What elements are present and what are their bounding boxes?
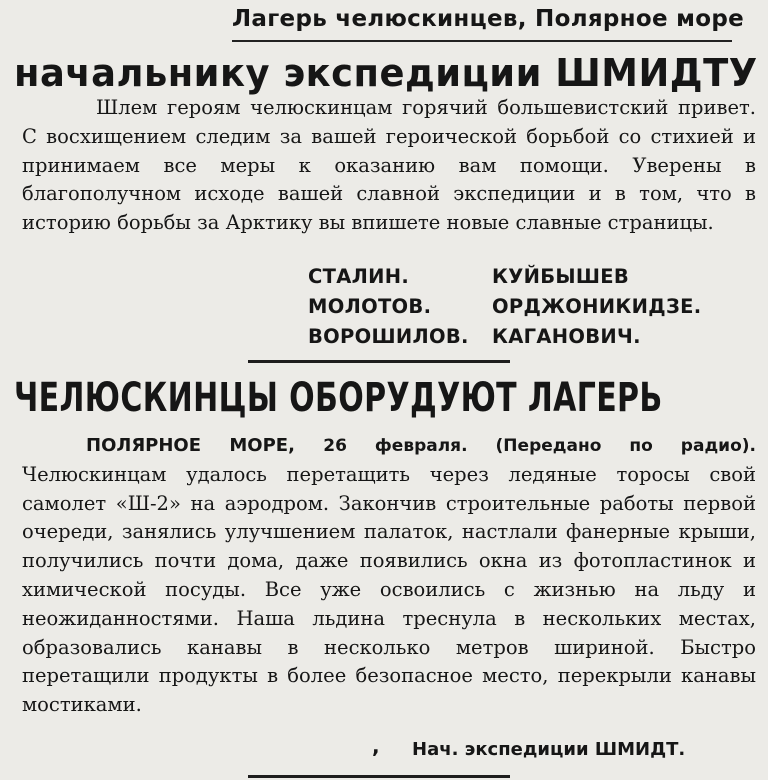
telegram-headline: начальнику экспедиции ШМИДТУ [14, 51, 758, 95]
report-place: ПОЛЯРНОЕ МОРЕ, [86, 435, 324, 456]
report-text: Челюскинцам удалось перетащить через ледяные торосы свой самолет «Ш-2» на аэродром. Закончив строительные работы первой очереди, занялись улучшением палаток, настлали фанерные крыши, получились почти дома, даже появились окна из фотопластинок и химической посуды. Все уже освоились с жизнью на льду и неожиданностями. Наша льдина треснула в нескольких местах, образовались канавы в несколько метров шириной. Быстро перетащили продукты в более безопасное место, перекрыли канавы мостиками. [22, 462, 756, 717]
signatory: КАГАНОВИЧ. [492, 325, 641, 348]
bottom-divider [248, 775, 510, 778]
signatory: ВОРОШИЛОВ. [308, 325, 469, 348]
signatory: СТАЛИН. [308, 265, 410, 288]
signatory: МОЛОТОВ. [308, 295, 432, 318]
report-sign-off: Нач. экспедиции ШМИДТ. [412, 739, 686, 760]
report-body [22, 431, 756, 720]
report-headline: ЧЕЛЮСКИНЦЫ ОБОРУДУЮТ ЛАГЕРЬ [14, 375, 663, 421]
signatories [308, 262, 702, 352]
stray-comma: , [372, 734, 380, 758]
report-date: 26 февраля. (Передано по радио). [323, 436, 756, 456]
dateline-rule [232, 40, 732, 42]
signatory: ОРДЖОНИКИДЗЕ. [492, 295, 702, 318]
telegram-body: Шлем героям челюскинцам горячий большевистский привет. С восхищением следим за вашей героической борьбой со стихией и принимаем все меры к оказанию вам помощи. Уверены в благополучном исходе вашей славной экспедиции и в том, что в историю борьбы за Арктику вы впишете новые славные страницы. [22, 96, 756, 235]
section-divider [248, 360, 510, 363]
signatory: КУЙБЫШЕВ [492, 265, 630, 288]
dateline: Лагерь челюскинцев, Полярное море [232, 6, 745, 32]
